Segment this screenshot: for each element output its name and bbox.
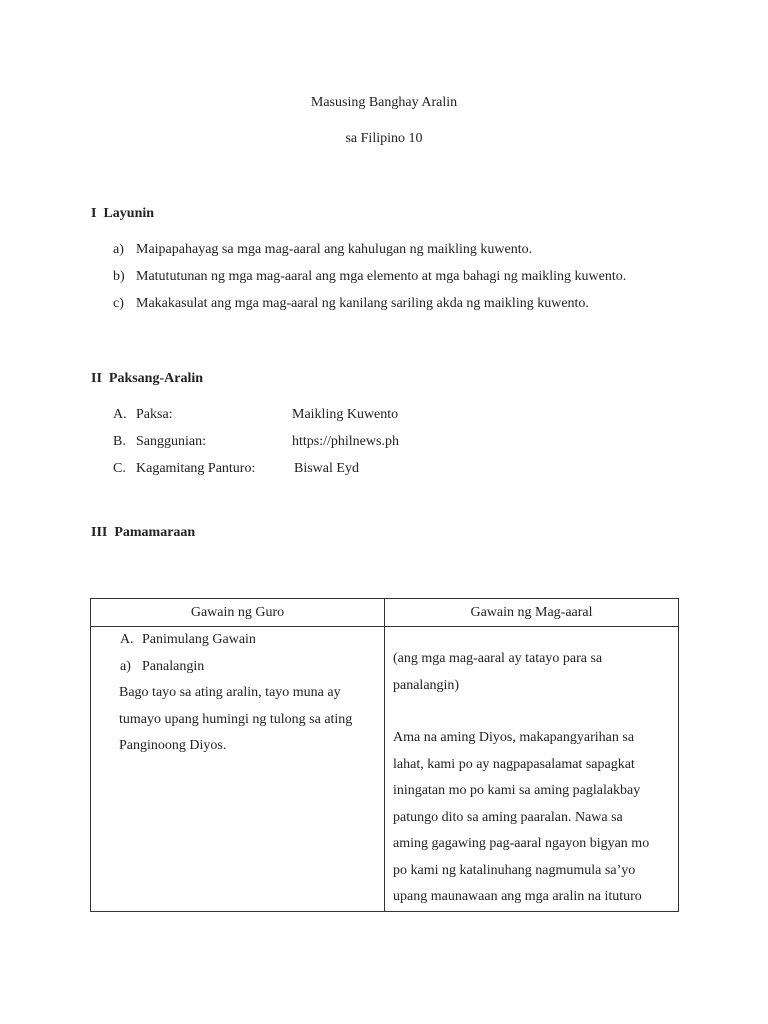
subject-matter-row xyxy=(113,461,359,477)
prayer-line: iningatan mo po kami sa aming paglalakbay xyxy=(393,783,641,798)
objective-item xyxy=(113,242,532,258)
subject-matter-heading: II Paksang-Aralin xyxy=(91,371,204,386)
subject-matter-row xyxy=(113,407,398,423)
objective-text: Matututunan ng mga mag-aaral ang mga elemento at mga bahagi ng maikling kuwento. xyxy=(136,269,627,284)
objectives-heading: I Layunin xyxy=(91,206,155,221)
teacher-instruction-line: Panginoong Diyos. xyxy=(119,738,227,753)
part-label: Panimulang Gawain xyxy=(142,632,256,647)
part-marker: A. xyxy=(120,632,134,647)
document-title: Masusing Banghay Aralin xyxy=(310,95,458,110)
procedure-table xyxy=(90,598,679,912)
prayer-line: po kami ng katalinuhang nagmumula sa’yo xyxy=(393,862,636,878)
row-label: Kagamitang Panturo: xyxy=(136,461,256,476)
prayer-line: Ama na aming Diyos, makapangyarihan sa xyxy=(393,730,635,745)
row-marker: C. xyxy=(113,461,126,476)
prayer-line: upang maunawaan ang mga aralin na ituturo xyxy=(393,889,642,904)
row-marker: A. xyxy=(113,407,127,422)
prayer-line: aming gagawing pag-aaral ngayon bigyan mo xyxy=(393,836,650,851)
prayer-line: patungo dito sa aming paaralan. Nawa sa xyxy=(393,809,623,825)
student-note-line: (ang mga mag-aaral ay tatayo para sa xyxy=(393,651,603,666)
row-marker: B. xyxy=(113,434,126,449)
student-column-header: Gawain ng Mag-aaral xyxy=(385,599,679,627)
objective-item xyxy=(113,296,589,312)
table-header-row xyxy=(91,599,679,627)
subject-matter-row xyxy=(113,434,399,450)
teacher-column-header: Gawain ng Guro xyxy=(91,599,385,627)
objective-marker: a) xyxy=(113,242,124,257)
teacher-instruction-line: Bago tayo sa ating aralin, tayo muna ay xyxy=(119,685,341,700)
objective-marker: c) xyxy=(113,296,124,311)
objective-marker: b) xyxy=(113,269,125,284)
teacher-instruction-line: tumayo upang humingi ng tulong sa ating xyxy=(119,711,353,727)
sub-part-heading xyxy=(120,654,372,681)
objective-text: Maipapahayag sa mga mag-aaral ang kahulugan ng maikling kuwento. xyxy=(136,242,533,257)
procedure-heading: III Pamamaraan xyxy=(91,525,196,540)
row-value: Biswal Eyd xyxy=(294,461,359,476)
part-heading xyxy=(120,627,372,654)
row-label: Paksa: xyxy=(136,407,173,422)
teacher-activity-cell xyxy=(91,627,385,912)
row-value: https://philnews.ph xyxy=(292,434,399,449)
student-activity-cell xyxy=(385,627,679,912)
spacer xyxy=(393,699,668,725)
table-row xyxy=(91,627,679,912)
row-value: Maikling Kuwento xyxy=(292,407,399,422)
sub-part-marker: a) xyxy=(120,658,131,674)
sub-part-label: Panalangin xyxy=(142,658,205,674)
document-subtitle: sa Filipino 10 xyxy=(345,131,423,146)
row-label: Sanggunian: xyxy=(136,434,206,449)
prayer-line: lahat, kami po ay nagpapasalamat sapagkat xyxy=(393,756,635,772)
objective-text: Makakasulat ang mga mag-aaral ng kanilang sariling akda ng maikling kuwento. xyxy=(136,296,589,311)
objective-item xyxy=(113,269,626,285)
student-note-line: panalangin) xyxy=(393,677,460,693)
